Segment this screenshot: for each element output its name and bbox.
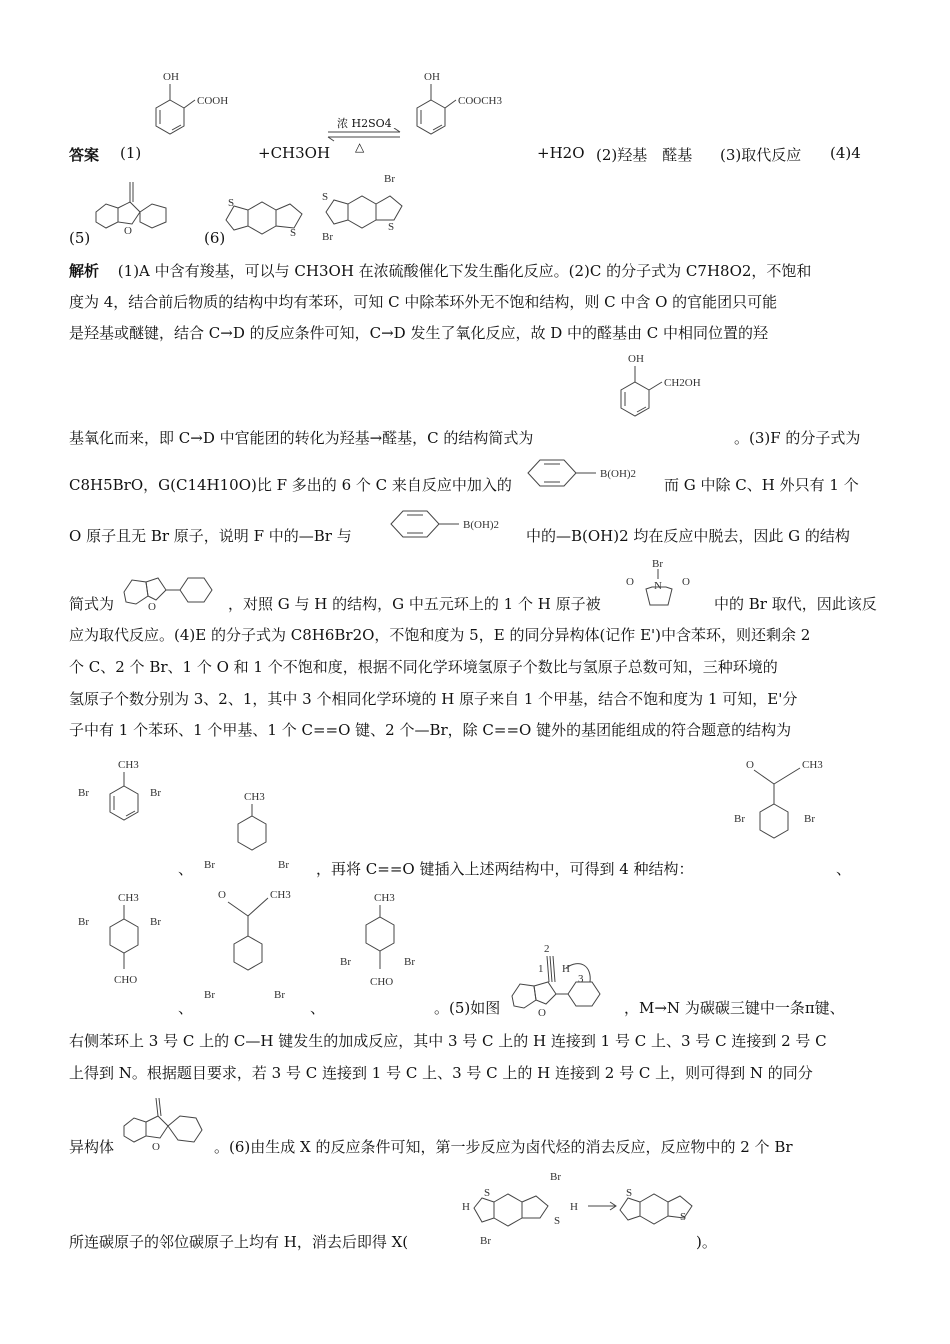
analysis-line-10: 氢原子个数分别为 3、2、1，其中 3 个相同化学环境的 H 原子来自 1 个甲基，结合不饱和度为 1 可知，E'分 bbox=[69, 690, 798, 708]
label-oh: OH bbox=[424, 71, 440, 83]
label-ch2oh: CH2OH bbox=[664, 377, 701, 389]
label-ch3: CH3 bbox=[374, 892, 395, 904]
analysis-line-6b: 中的—B(OH)2 均在反应中脱去，因此 G 的结构 bbox=[526, 527, 850, 545]
label-br: Br bbox=[652, 558, 663, 570]
analysis-line-5a: C8H5BrO，G(C14H10O)比 F 多出的 6 个 C 来自反应中加入的 bbox=[69, 476, 512, 494]
arrow-condition-bottom: △ bbox=[355, 140, 365, 154]
label-n: N bbox=[654, 580, 662, 592]
analysis-line-14: 右侧苯环上 3 号 C 上的 C—H 键发生的加成反应，其中 3 号 C 上的 H 连接到 1 号 C 上、3 号 C 连接到 2 号 C bbox=[69, 1032, 827, 1050]
compound-g-structure bbox=[118, 568, 228, 612]
analysis-line-7c: 中的 Br 取代，因此该反 bbox=[714, 595, 877, 613]
separator-comma: 、 bbox=[836, 860, 852, 878]
separator-comma: 、 bbox=[178, 999, 194, 1017]
label-cho: CHO bbox=[114, 974, 138, 986]
label-br: Br bbox=[204, 989, 215, 1001]
nbs-structure bbox=[622, 555, 696, 615]
label-br: Br bbox=[204, 859, 215, 870]
label-boh2: B(OH)2 bbox=[600, 468, 637, 480]
methyl-salicylate-structure bbox=[410, 62, 540, 162]
analysis-line-7a: 简式为 bbox=[69, 595, 115, 613]
answer-item5-label: (5) bbox=[69, 229, 91, 247]
label-o: O bbox=[626, 576, 634, 588]
label-br: Br bbox=[384, 173, 395, 185]
analysis-line-11: 子中有 1 个苯环、1 个甲基、1 个 C==O 键、2 个—Br，除 C==O 键外的基团能组成的符合题意的结构为 bbox=[69, 721, 792, 739]
analysis-line-2: 度为 4，结合前后物质的结构中均有苯环，可知 C 中除苯环外无不饱和结构，则 C 中含 O 的官能团只可能 bbox=[69, 293, 778, 311]
analysis-line-16a: 异构体 bbox=[69, 1138, 115, 1156]
analysis-line-6a: O 原子且无 Br 原子，说明 F 中的—Br 与 bbox=[69, 527, 352, 545]
dibromoacetophenone-a-structure bbox=[730, 750, 840, 870]
label-h: H bbox=[562, 963, 570, 975]
label-br: Br bbox=[404, 956, 415, 968]
phenylboronic-acid-structure bbox=[520, 452, 660, 494]
analysis-line-3: 是羟基或醚键，结合 C→D 的反应条件可知，C→D 发生了氧化反应，故 D 中的醛基由 C 中相同位置的羟 bbox=[69, 324, 769, 342]
label-ch3: CH3 bbox=[118, 892, 139, 904]
mechanism-figure bbox=[506, 938, 624, 1024]
label-h: H bbox=[570, 1201, 578, 1213]
label-o: O bbox=[682, 576, 690, 588]
analysis-line-8: 应为取代反应。(4)E 的分子式为 C8H6Br2O，不饱和度为 5，E 的同分异构体(记作 E')中含苯环，则还剩余 2 bbox=[69, 626, 811, 644]
label-ch3: CH3 bbox=[118, 759, 139, 771]
answer-item3: (3)取代反应 bbox=[720, 146, 802, 164]
label-boh2: B(OH)2 bbox=[463, 519, 500, 531]
label-br: Br bbox=[150, 916, 161, 928]
answer-item6-label: (6) bbox=[204, 229, 226, 247]
label-h: H bbox=[462, 1201, 470, 1213]
dibromoacetophenone-b-structure bbox=[200, 880, 310, 1010]
separator-comma: 、 bbox=[310, 999, 326, 1017]
analysis-line-17b: )。 bbox=[696, 1233, 717, 1251]
dibromotoluene-b-structure bbox=[200, 790, 310, 870]
label-cooch3: COOCH3 bbox=[458, 95, 503, 107]
plus-h2o: +H2O bbox=[537, 144, 585, 162]
label-s: S bbox=[680, 1211, 687, 1223]
label-br: Br bbox=[150, 787, 161, 799]
label-3: 3 bbox=[578, 973, 584, 985]
elimination-scheme bbox=[458, 1168, 698, 1252]
label-o: O bbox=[124, 225, 132, 237]
analysis-line-7b: ，对照 G 与 H 的结构，G 中五元环上的 1 个 H 原子被 bbox=[228, 595, 601, 613]
label-br: Br bbox=[278, 859, 289, 870]
analysis-heading: 解析 bbox=[69, 262, 100, 280]
product-x-structure bbox=[222, 190, 332, 242]
label-o: O bbox=[746, 759, 754, 771]
analysis-line-1 bbox=[69, 260, 811, 281]
answer-item1-label: (1) bbox=[120, 144, 142, 162]
label-2: 2 bbox=[544, 943, 550, 955]
label-br: Br bbox=[804, 813, 815, 825]
label-oh: OH bbox=[628, 353, 644, 365]
analysis-line-16b: 。(6)由生成 X 的反应条件可知，第一步反应为卤代烃的消去反应，反应物中的 2 个 Br bbox=[214, 1138, 793, 1156]
label-o: O bbox=[538, 1007, 546, 1019]
label-ch3: CH3 bbox=[244, 791, 265, 803]
phenylboronic-acid-structure bbox=[383, 503, 523, 545]
analysis-line-4b: 。(3)F 的分子式为 bbox=[734, 429, 861, 447]
analysis-line-15: 上得到 N。根据题目要求，若 3 号 C 连接到 1 号 C 上、3 号 C 上的 H 连接到 2 号 C 上，则可得到 N 的同分 bbox=[69, 1064, 813, 1082]
label-br: Br bbox=[274, 989, 285, 1001]
label-s: S bbox=[554, 1215, 561, 1227]
label-1: 1 bbox=[538, 963, 544, 975]
compound-c-structure bbox=[610, 346, 730, 446]
plus-ch3oh: +CH3OH bbox=[258, 144, 331, 162]
label-s: S bbox=[290, 227, 297, 239]
analysis-line-5b: 而 G 中除 C、H 外只有 1 个 bbox=[664, 476, 859, 494]
label-s: S bbox=[626, 1187, 633, 1199]
label-o: O bbox=[148, 601, 156, 612]
product-n-structure bbox=[88, 172, 188, 244]
label-s: S bbox=[484, 1187, 491, 1199]
label-o: O bbox=[218, 889, 226, 901]
answer-item4: (4)4 bbox=[830, 144, 861, 162]
label-s: S bbox=[322, 191, 329, 203]
label-cooh: COOH bbox=[197, 95, 229, 107]
label-oh: OH bbox=[163, 71, 179, 83]
analysis-line-17a: 所连碳原子的邻位碳原子上均有 H，消去后即得 X( bbox=[69, 1233, 409, 1251]
answer-item2: (2)羟基 醛基 bbox=[596, 146, 693, 164]
analysis-line-13a: 。(5)如图 bbox=[434, 999, 501, 1017]
label-br: Br bbox=[480, 1235, 491, 1247]
label-ch3: CH3 bbox=[802, 759, 823, 771]
analysis-line-9: 个 C、2 个 Br、1 个 O 和 1 个不饱和度，根据不同化学环境氢原子个数比与氢原子总数可知，三种环境的 bbox=[69, 658, 778, 676]
label-cho: CHO bbox=[370, 976, 394, 988]
label-br: Br bbox=[340, 956, 351, 968]
dibromotoluene-a-structure bbox=[72, 750, 182, 860]
label-br: Br bbox=[78, 916, 89, 928]
label-s: S bbox=[388, 221, 395, 233]
label-br: Br bbox=[550, 1171, 561, 1183]
analysis-line-12: ，再将 C==O 键插入上述两结构中，可得到 4 种结构： bbox=[316, 860, 694, 878]
answer-heading: 答案 bbox=[69, 146, 100, 164]
arrow-condition-top: 浓 H2SO4 bbox=[337, 117, 392, 130]
label-br: Br bbox=[322, 231, 333, 243]
analysis-text: (1)A 中含有羧基，可以与 CH3OH 在浓硫酸催化下发生酯化反应。(2)C 的分子式为 C7H8O2，不饱和 bbox=[117, 262, 812, 280]
dibromo-reactant-structure bbox=[318, 172, 418, 244]
label-o: O bbox=[152, 1141, 160, 1153]
analysis-line-4a: 基氧化而来，即 C→D 中官能团的转化为羟基→醛基，C 的结构简式为 bbox=[69, 429, 534, 447]
salicylic-acid-structure bbox=[145, 62, 255, 162]
dibromo-methylbenzaldehyde-b-structure bbox=[336, 885, 446, 1015]
analysis-line-13b: ，M→N 为碳碳三键中一条π键、 bbox=[624, 999, 845, 1017]
label-br: Br bbox=[78, 787, 89, 799]
label-ch3: CH3 bbox=[270, 889, 291, 901]
label-s: S bbox=[228, 197, 235, 209]
dibromo-methylbenzaldehyde-structure bbox=[72, 885, 182, 1015]
separator-comma: 、 bbox=[178, 860, 194, 878]
label-br: Br bbox=[734, 813, 745, 825]
isomer-structure bbox=[118, 1090, 218, 1156]
